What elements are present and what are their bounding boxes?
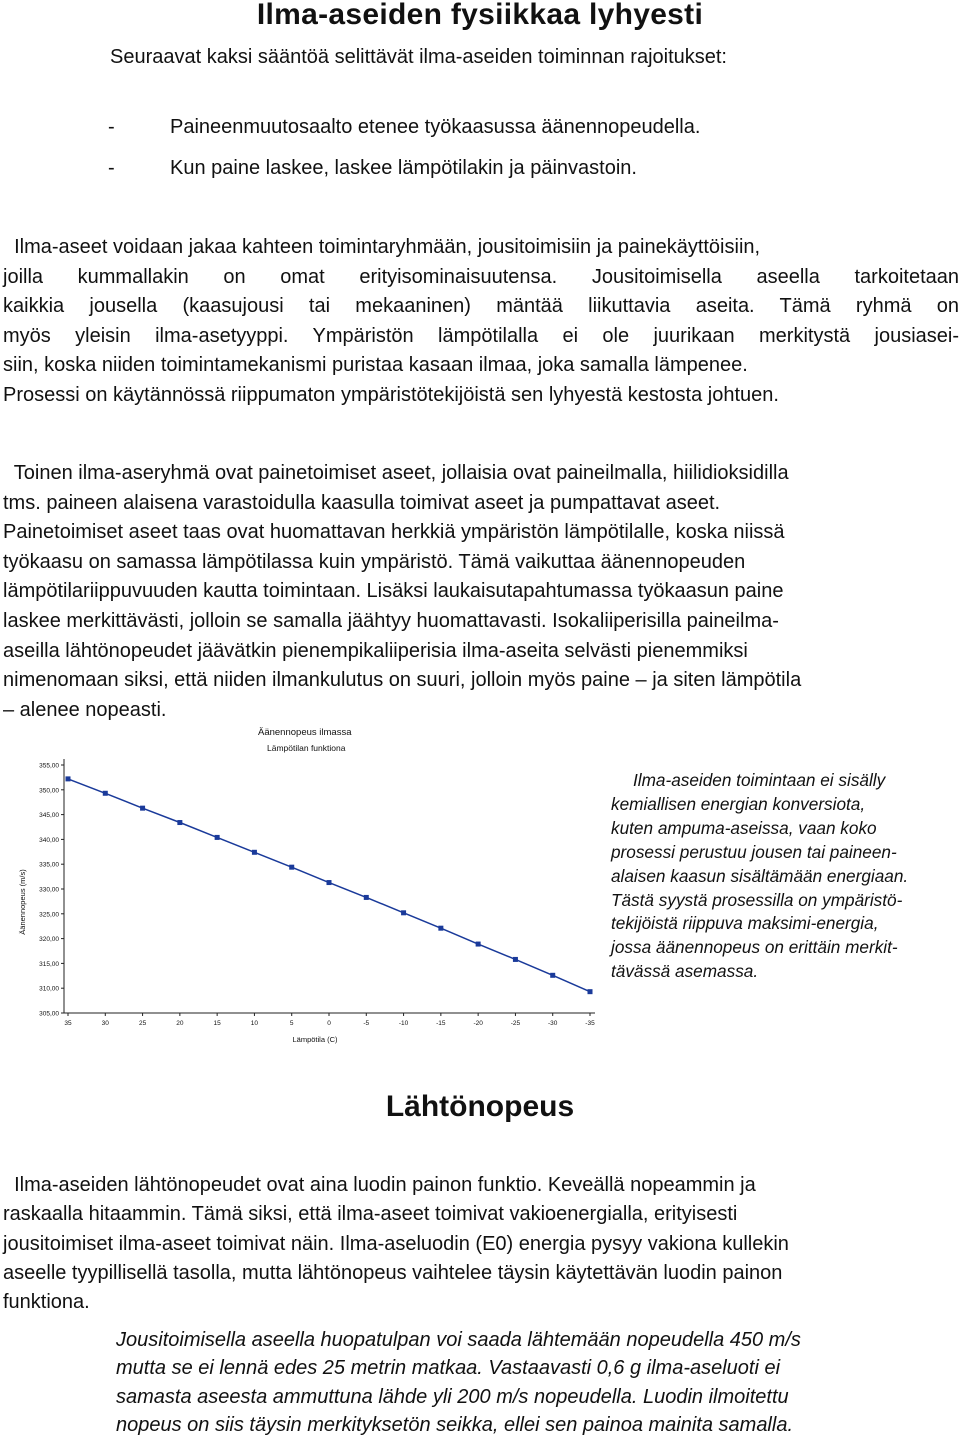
chart-x-tick-label: 25 — [138, 1020, 147, 1027]
paragraph-line: kaikkia jousella (kaasujousi tai mekaaninen) mäntää liikuttavia aseita. Tämä ryhmä on — [3, 295, 959, 318]
chart-y-tick-label: 335,00 — [39, 861, 59, 869]
paragraph-line: joilla kummallakin on omat erityisominaisuutensa. Jousitoimisella aseella tarkoitetaan — [3, 265, 959, 288]
paragraph-pressure-guns — [3, 459, 959, 725]
rule-item: - Kun paine laskee, laskee lämpötilakin ja päinvastoin. — [108, 157, 637, 179]
paragraph-line: aseilla lähtönopeudet jäävätkin pienempikaliiperisia ilma-aseita selvästi pienemmiksi — [3, 639, 748, 662]
side-note-line: prosessi perustuu jousen tai paineen- — [611, 841, 897, 862]
chart-point — [550, 973, 555, 978]
side-note-line: alaisen kaasun sisältämään energiaan. — [611, 865, 909, 886]
chart-x-tick-label: -15 — [436, 1020, 446, 1027]
paragraph-line: myös yleisin ilma-asetyyppi. Ympäristön lämpötilalla ei ole juurikaan merkitystä jousiasei- — [3, 324, 959, 347]
paragraph-line: aseelle tyypillisellä tasolla, mutta lähtönopeus vaihtelee täysin käytettävän luodin painon — [3, 1261, 783, 1284]
chart-point — [215, 835, 220, 840]
chart-x-tick-label: -10 — [398, 1020, 409, 1027]
paragraph-line: funktiona. — [3, 1291, 90, 1314]
note-line: Jousitoimisella aseella huopatulpan voi saada lähtemään nopeudella 450 m/s — [116, 1329, 801, 1351]
chart-point — [513, 957, 518, 962]
paragraph-line: laskee merkittävästi, jolloin se samalla jäähtyy huomattavasti. Isokaliiperisilla paineilma- — [3, 609, 779, 632]
chart-y-tick-label: 310,00 — [39, 985, 59, 993]
chart-point — [103, 791, 108, 796]
chart-x-tick-label: 20 — [176, 1020, 184, 1027]
chart-x-tick-label: 30 — [101, 1020, 109, 1027]
chart-y-tick-label: 345,00 — [39, 812, 59, 820]
chart-axes — [64, 759, 595, 1013]
paragraph-muzzle-velocity — [3, 1171, 959, 1317]
side-note-line: tekijöistä riippuva maksimi-energia, — [611, 913, 879, 934]
chart-y-tick-label: 350,00 — [39, 787, 59, 795]
chart-y-tick-label: 325,00 — [39, 911, 59, 919]
paragraph-spring-guns — [3, 233, 959, 411]
chart-point — [438, 926, 443, 931]
chart-x-tick-label: 10 — [250, 1020, 259, 1027]
chart-y-tick-label: 320,00 — [39, 936, 59, 944]
side-note-line: kemiallisen energian konversiota, — [611, 793, 866, 814]
paragraph-line: Painetoimiset aseet taas ovat huomattavan herkkiä ympäristön lämpötilalle, koska niissä — [3, 521, 785, 544]
chart-point — [476, 942, 481, 947]
chart-x-ticks — [64, 1013, 595, 1027]
chart-x-tick-label: -30 — [548, 1020, 558, 1027]
paragraph-line: raskaalla hitaammin. Tämä siksi, että ilma-aseet toimivat vakioenergialla, erityisesti — [3, 1203, 738, 1226]
chart-series-line — [68, 779, 590, 992]
chart-y-tick-label: 355,00 — [39, 762, 59, 770]
chart-y-tick-label: 330,00 — [39, 886, 59, 894]
chart-x-tick-label: -35 — [585, 1020, 595, 1027]
paragraph-line: – alenee nopeasti. — [3, 698, 167, 721]
chart-point — [588, 989, 593, 994]
paragraph-line: lämpötilariippuvuuden kautta toimintaan. Lisäksi laukaisutapahtumassa työkaasun paine — [3, 580, 784, 603]
rule-text: Kun paine laskee, laskee lämpötilakin ja päinvastoin. — [170, 157, 637, 179]
chart-point — [140, 806, 145, 811]
chart-y-tick-label: 340,00 — [39, 836, 59, 844]
chart-points — [66, 776, 593, 994]
chart-y-tick-label: 315,00 — [39, 960, 59, 968]
paragraph-line: Toinen ilma-aseryhmä ovat painetoimiset aseet, jollaisia ovat paineilmalla, hiilidioksidilla — [3, 462, 789, 484]
chart-subtitle: Lämpötilan funktiona — [267, 743, 346, 753]
paragraph-line: nimenomaan siksi, että niiden ilmankulutus on suuri, jolloin myös paine – ja siten lämpötila — [3, 669, 802, 692]
chart-point — [252, 850, 257, 855]
chart-point — [177, 820, 182, 825]
rule-item: - Paineenmuutosaalto etenee työkaasussa äänennopeudella. — [108, 116, 701, 138]
rule-text: Paineenmuutosaalto etenee työkaasussa äänennopeudella. — [170, 116, 701, 138]
chart-x-tick-label: -25 — [510, 1020, 521, 1027]
chart-y-axis-label: Äänennopeus (m/s) — [18, 869, 27, 935]
chart-point — [289, 865, 294, 870]
page-title: Ilma-aseiden fysiikkaa lyhyesti — [256, 0, 704, 31]
intro-text: Seuraavat kaksi sääntöä selittävät ilma-aseiden toiminnan rajoitukset: — [110, 46, 727, 68]
paragraph-line: siin, koska niiden toimintamekanismi puristaa kasaan ilmaa, joka samalla lämpenee. — [3, 354, 748, 377]
example-note — [116, 1326, 936, 1439]
note-line: nopeus on siis täysin merkityksetön seikka, ellei sen painoa mainita samalla. — [116, 1413, 794, 1436]
paragraph-line: Ilma-aseiden lähtönopeudet ovat aina luodin painon funktio. Keveällä nopeammin ja — [3, 1174, 756, 1196]
paragraph-line: Ilma-aseet voidaan jakaa kahteen toimintaryhmään, jousitoimisiin ja painekäyttöisiin, — [3, 236, 761, 258]
chart-title: Äänennopeus ilmassa — [258, 727, 352, 738]
chart-x-axis-label: Lämpötila (C) — [292, 1035, 338, 1044]
section-heading: Lähtönopeus — [385, 1090, 575, 1123]
side-note-line: jossa äänennopeus on erittäin merkit- — [611, 937, 898, 958]
paragraph-line: Prosessi on käytännössä riippumaton ympäristötekijöistä sen lyhyestä kestosta johtuen. — [3, 383, 779, 406]
side-note-line: tävässä asemassa. — [611, 961, 759, 982]
chart-point — [66, 776, 71, 781]
chart-x-tick-label: 35 — [64, 1020, 72, 1027]
chart-y-ticks — [39, 763, 64, 1018]
side-note-line: kuten ampuma-aseissa, vaan koko — [611, 817, 877, 838]
chart-x-tick-label: 5 — [289, 1020, 294, 1027]
note-line: mutta se ei lennä edes 25 metrin matkaa. Vastaavasti 0,6 g ilma-aseluoti ei — [116, 1357, 781, 1380]
chart-point — [401, 910, 406, 915]
chart-x-tick-label: 15 — [213, 1020, 221, 1027]
side-note-line: Tästä syystä prosessilla on ympäristö- — [611, 889, 903, 910]
speed-of-sound-chart — [10, 720, 600, 1060]
chart-point — [327, 880, 332, 885]
paragraph-line: työkaasu on samassa lämpötilassa kuin ympäristö. Tämä vaikuttaa äänennopeuden — [3, 550, 746, 573]
note-line: samasta aseesta ammuttuna lähde yli 200 m/s nopeudella. Luodin ilmoitettu — [116, 1385, 789, 1408]
paragraph-line: tms. paineen alaisena varastoidulla kaasulla toimivat aseet ja pumpattavat aseet. — [3, 491, 721, 514]
chart-y-tick-label: 305,00 — [39, 1010, 59, 1018]
chart-point — [364, 895, 369, 900]
chart-x-tick-label: -5 — [363, 1020, 370, 1027]
paragraph-line: jousitoimiset ilma-aseet toimivat näin. Ilma-aseluodin (E0) energia pysyy vakiona kullekin — [3, 1232, 789, 1255]
side-note-line: Ilma-aseiden toimintaan ei sisälly — [633, 770, 886, 790]
chart-x-tick-label: -20 — [473, 1020, 483, 1027]
side-note — [611, 769, 956, 984]
chart-x-tick-label: 0 — [327, 1020, 331, 1027]
